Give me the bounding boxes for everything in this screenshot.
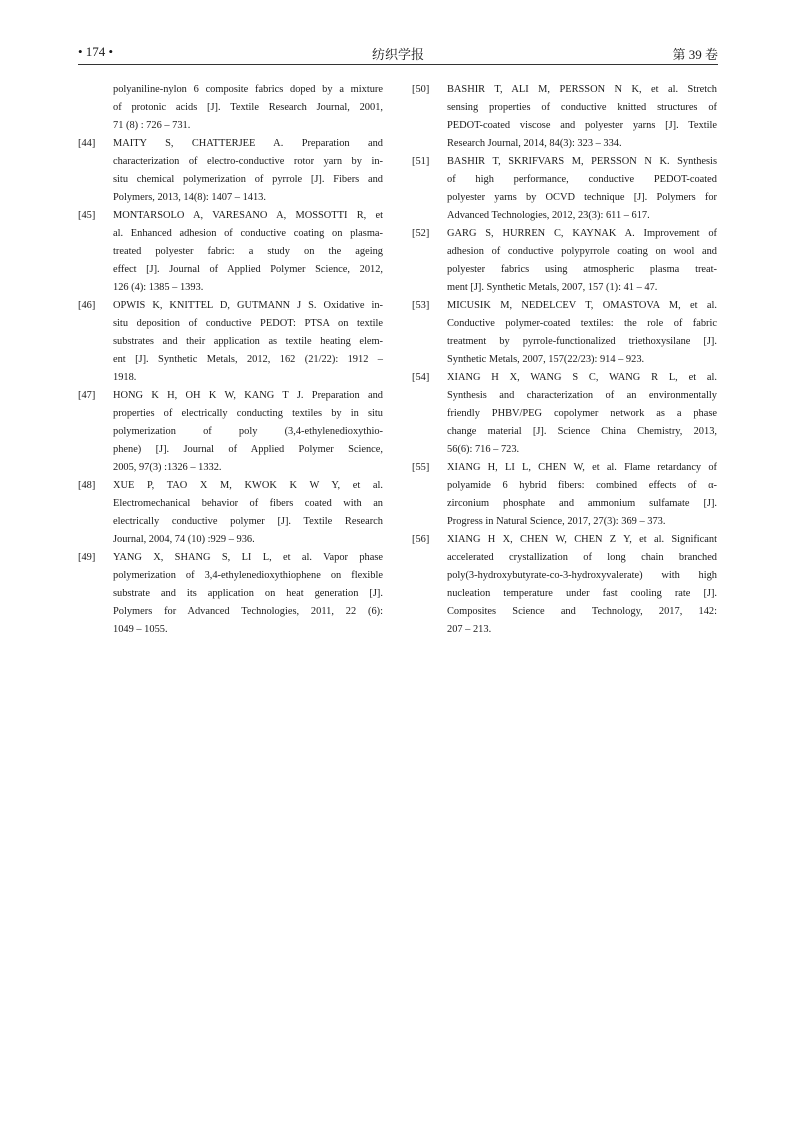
reference-line: MAITY S, CHATTERJEE A. Preparation and xyxy=(113,138,383,149)
reference-line: situ deposition of conductive PEDOT: PTSA on textile xyxy=(113,318,383,329)
reference-column-left xyxy=(78,81,383,639)
reference-line: 56(6): 716 – 723. xyxy=(447,444,520,455)
reference-entry xyxy=(412,369,717,459)
reference-line: zirconium phosphate and ammonium sulfamate [J]. xyxy=(447,498,717,509)
reference-line: Polymers, 2013, 14(8): 1407 – 1413. xyxy=(113,192,266,203)
reference-entry xyxy=(412,297,717,369)
reference-line: HONG K H, OH K W, KANG T J. Preparation and xyxy=(113,390,383,401)
reference-entry xyxy=(412,225,717,297)
journal-name: 纺织学报 xyxy=(371,47,424,62)
reference-line: XIANG H X, CHEN W, CHEN Z Y, et al. Significant xyxy=(447,534,717,545)
reference-number: [45] xyxy=(78,210,96,221)
reference-line: XUE P, TAO X M, KWOK K W Y, et al. xyxy=(113,480,383,491)
reference-line: Advanced Technologies, 2012, 23(3): 611 – 617. xyxy=(447,210,650,221)
reference-line: polymerization of 3,4-ethylenedioxythiophene on flexible xyxy=(113,570,383,581)
reference-column-right xyxy=(412,81,717,639)
reference-number: [48] xyxy=(78,480,96,491)
reference-line: effect [J]. Journal of Applied Polymer Science, 2012, xyxy=(113,264,383,275)
reference-number: [56] xyxy=(412,534,430,545)
reference-line: Synthesis and characterization of an environmentally xyxy=(447,390,717,401)
reference-line: substrates and their application as textile heating elem- xyxy=(113,336,383,347)
reference-number: [46] xyxy=(78,300,96,311)
reference-line: of protonic acids [J]. Textile Research Journal, 2001, xyxy=(113,102,383,113)
reference-line: XIANG H X, WANG S C, WANG R L, et al. xyxy=(447,372,717,383)
reference-line: of high performance, conductive PEDOT-coated xyxy=(447,174,717,185)
reference-entry xyxy=(412,459,717,531)
reference-line: properties of electrically conducting textiles by in situ xyxy=(113,408,383,419)
reference-line: GARG S, HURREN C, KAYNAK A. Improvement of xyxy=(447,228,717,239)
reference-line: Polymers for Advanced Technologies, 2011, 22 (6): xyxy=(113,606,383,617)
reference-line: treatment by pyrrole-functionalized triethoxysilane [J]. xyxy=(447,336,717,347)
reference-number: [44] xyxy=(78,138,96,149)
reference-line: 71 (8) : 726 – 731. xyxy=(113,120,191,131)
reference-number: [53] xyxy=(412,300,430,311)
reference-entry xyxy=(78,297,383,387)
reference-line: MICUSIK M, NEDELCEV T, OMASTOVA M, et al. xyxy=(447,300,717,311)
page-number: • 174 • xyxy=(78,44,114,59)
reference-line: poly(3-hydroxybutyrate-co-3-hydroxyvalerate) with high xyxy=(447,570,717,581)
reference-line: Progress in Natural Science, 2017, 27(3): 369 – 373. xyxy=(447,516,666,527)
reference-line: polymerization of poly (3,4-ethylenedioxythio- xyxy=(113,426,383,437)
reference-line: 1918. xyxy=(113,372,137,383)
reference-entry xyxy=(412,153,717,225)
reference-line: Journal, 2004, 74 (10) :929 – 936. xyxy=(113,534,255,545)
header-rule xyxy=(78,64,718,65)
reference-entry xyxy=(78,81,383,135)
reference-line: Electromechanical behavior of fibers coated with an xyxy=(113,498,383,509)
reference-entry xyxy=(78,549,383,639)
reference-line: ment [J]. Synthetic Metals, 2007, 157 (1): 41 – 47. xyxy=(447,282,658,293)
reference-line: YANG X, SHANG S, LI L, et al. Vapor phase xyxy=(113,552,383,563)
reference-line: phene) [J]. Journal of Applied Polymer Science, xyxy=(113,444,383,455)
reference-line: treated polyester fabric: a study on the ageing xyxy=(113,246,383,257)
reference-line: Synthetic Metals, 2007, 157(22/23): 914 – 923. xyxy=(447,354,645,365)
reference-line: polyester fabrics using atmospheric plasma treat- xyxy=(447,264,717,275)
reference-line: sensing properties of conductive knitted structures of xyxy=(447,102,717,113)
reference-line: 2005, 97(3) :1326 – 1332. xyxy=(113,462,222,473)
volume-label: 第 39 卷 xyxy=(672,47,718,62)
reference-line: BASHIR T, ALI M, PERSSON N K, et al. Stretch xyxy=(447,84,717,95)
reference-entry xyxy=(78,207,383,297)
reference-line: XIANG H, LI L, CHEN W, et al. Flame retardancy of xyxy=(447,462,717,473)
reference-line: Conductive polymer-coated textiles: the role of fabric xyxy=(447,318,717,329)
reference-number: [52] xyxy=(412,228,430,239)
reference-line: electrically conductive polymer [J]. Textile Research xyxy=(113,516,383,527)
reference-line: friendly PHBV/PEG copolymer network as a phase xyxy=(447,408,717,419)
reference-number: [55] xyxy=(412,462,430,473)
reference-line: adhesion of conductive polypyrrole coating on wool and xyxy=(447,246,717,257)
reference-line: characterization of electro-conductive rotor yarn by in- xyxy=(113,156,383,167)
reference-line: change material [J]. Science China Chemistry, 2013, xyxy=(447,426,717,437)
reference-number: [50] xyxy=(412,84,430,95)
reference-line: polyamide 6 hybrid fibers: combined effects of α- xyxy=(447,480,717,491)
reference-line: 1049 – 1055. xyxy=(113,624,168,635)
reference-number: [47] xyxy=(78,390,96,401)
reference-entry xyxy=(412,81,717,153)
reference-line: 207 – 213. xyxy=(447,624,492,635)
reference-line: situ chemical polymerization of pyrrole [J]. Fibers and xyxy=(113,174,383,185)
reference-line: polyaniline-nylon 6 composite fabrics doped by a mixture xyxy=(113,84,383,95)
reference-entry xyxy=(78,135,383,207)
reference-line: Composites Science and Technology, 2017, 142: xyxy=(447,606,717,617)
running-header xyxy=(78,44,718,64)
reference-line: nucleation temperature under fast cooling rate [J]. xyxy=(447,588,717,599)
reference-line: al. Enhanced adhesion of conductive coating on plasma- xyxy=(113,228,383,239)
reference-line: BASHIR T, SKRIFVARS M, PERSSON N K. Synthesis xyxy=(447,156,717,167)
reference-entry xyxy=(412,531,717,639)
reference-entry xyxy=(78,477,383,549)
reference-line: Research Journal, 2014, 84(3): 323 – 334. xyxy=(447,138,622,149)
reference-line: 126 (4): 1385 – 1393. xyxy=(113,282,204,293)
reference-line: MONTARSOLO A, VARESANO A, MOSSOTTI R, et xyxy=(113,210,383,221)
reference-entry xyxy=(78,387,383,477)
reference-number: [54] xyxy=(412,372,430,383)
reference-line: ent [J]. Synthetic Metals, 2012, 162 (21/22): 1912 – xyxy=(113,354,383,365)
reference-line: accelerated crystallization of long chain branched xyxy=(447,552,717,563)
reference-number: [51] xyxy=(412,156,430,167)
reference-line: PEDOT-coated viscose and polyester yarns [J]. Textile xyxy=(447,120,717,131)
reference-number: [49] xyxy=(78,552,96,563)
reference-line: substrate and its application on heat generation [J]. xyxy=(113,588,383,599)
reference-line: polyester yarns by OCVD technique [J]. Polymers for xyxy=(447,192,717,203)
reference-line: OPWIS K, KNITTEL D, GUTMANN J S. Oxidative in- xyxy=(113,300,383,311)
